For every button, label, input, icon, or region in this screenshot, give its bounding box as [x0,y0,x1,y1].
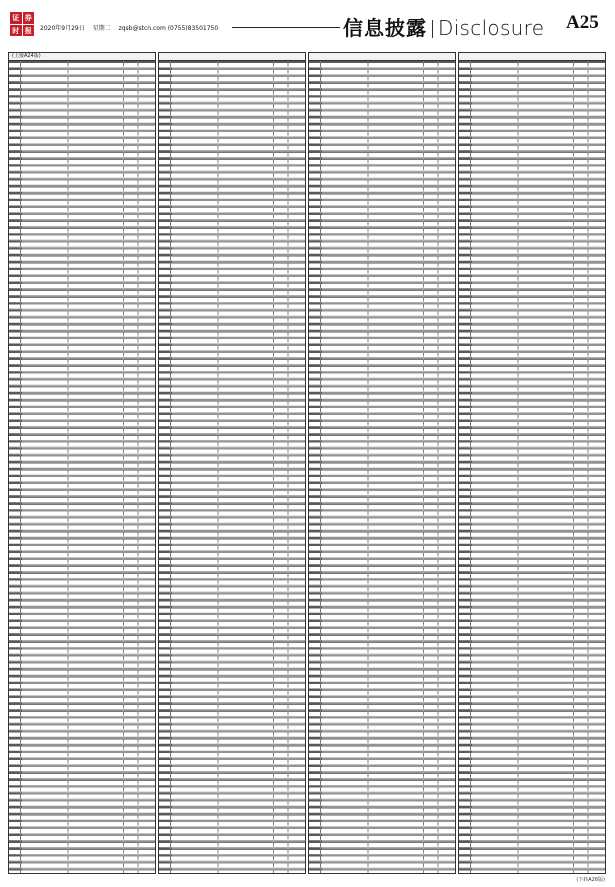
table-column-4 [458,52,606,874]
table-column-3 [308,52,456,874]
page-number: A25 [566,12,599,33]
page-header [0,0,615,42]
table-column-1 [8,52,156,874]
section-title [343,12,544,41]
column-label [309,53,455,61]
dense-table [159,61,305,873]
issue-date: 2020年9月29日 [40,25,85,32]
section-title-en: Disclosure [438,16,545,40]
section-title-cn: 信息披露 [343,16,427,40]
issue-weekday: 星期二 [92,25,111,32]
dense-table [9,61,155,873]
logo-char: 时 [10,25,22,37]
contact-info: zqsb@stcn.com (0755)83501750 [118,25,219,32]
continued-to-label: (下转A26版) [576,877,605,883]
dense-table [459,61,605,873]
logo-char: 券 [23,12,35,24]
column-label [459,53,605,61]
header-rule [232,27,340,28]
newspaper-logo [10,12,34,36]
table-column-2 [158,52,306,874]
column-label [159,53,305,61]
dense-table [309,61,455,873]
continued-from-label: (上接A24版) [9,53,155,61]
logo-char: 报 [23,25,35,37]
dateline [40,23,224,32]
title-divider [432,20,433,38]
logo-char: 证 [10,12,22,24]
